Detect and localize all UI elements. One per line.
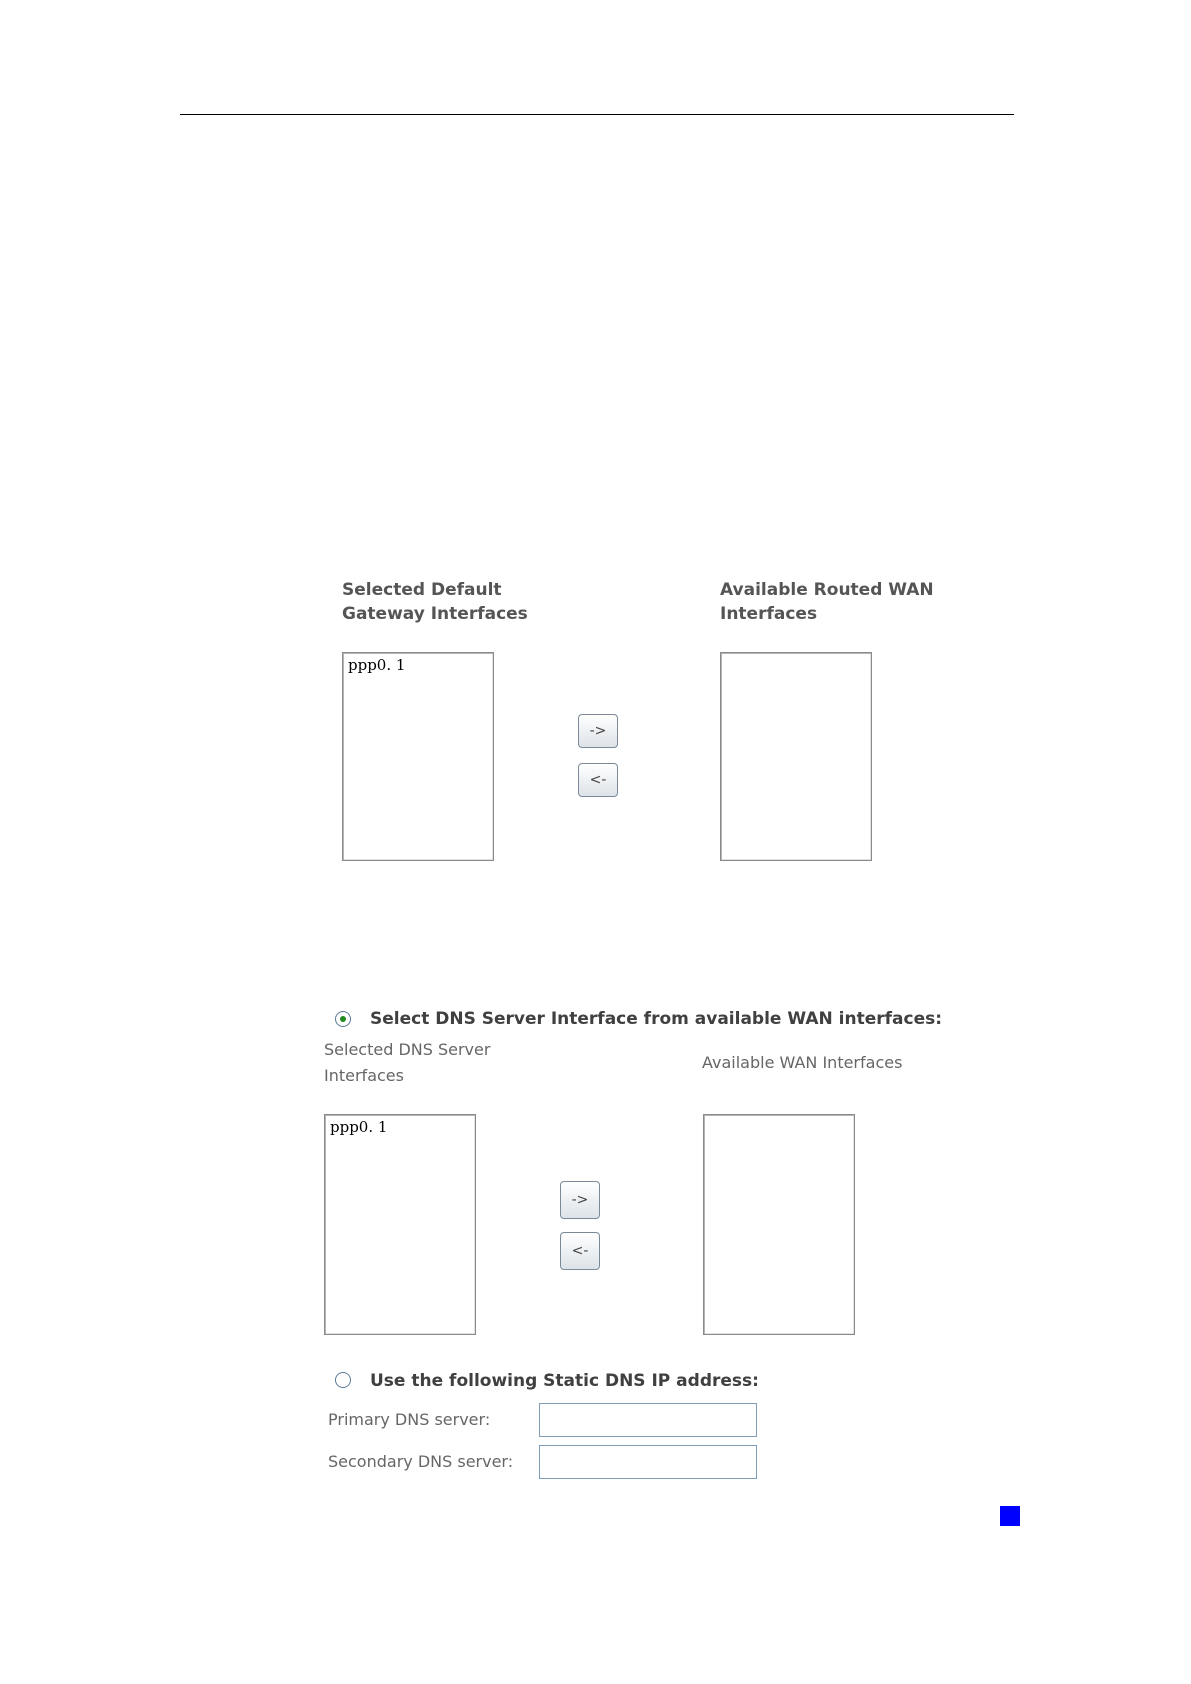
static-dns-option-label: Use the following Static DNS IP address: bbox=[370, 1371, 759, 1391]
available-wan-interfaces-title: Available WAN Interfaces bbox=[702, 1053, 903, 1072]
page-marker-square bbox=[1000, 1506, 1020, 1526]
list-item[interactable]: ppp0. 1 bbox=[348, 656, 406, 674]
dns-wan-interface-radio[interactable] bbox=[335, 1011, 351, 1027]
move-to-available-dns-button[interactable]: -> bbox=[560, 1181, 600, 1219]
available-wan-interfaces-listbox[interactable] bbox=[703, 1114, 855, 1335]
move-to-available-gateway-button[interactable]: -> bbox=[578, 714, 618, 748]
primary-dns-server-label: Primary DNS server: bbox=[328, 1410, 491, 1429]
available-routed-wan-interfaces-listbox[interactable] bbox=[720, 652, 872, 861]
move-to-selected-dns-button[interactable]: <- bbox=[560, 1232, 600, 1270]
secondary-dns-server-input[interactable] bbox=[539, 1445, 757, 1479]
selected-gateway-interfaces-listbox[interactable] bbox=[342, 652, 494, 861]
list-item[interactable]: ppp0. 1 bbox=[330, 1118, 388, 1136]
static-dns-radio[interactable] bbox=[335, 1372, 351, 1388]
dns-wan-interface-option-label: Select DNS Server Interface from available WAN interfaces: bbox=[370, 1009, 943, 1029]
available-routed-wan-interfaces-title: Available Routed WAN Interfaces bbox=[720, 580, 934, 624]
selected-gateway-interfaces-title: Selected Default Gateway Interfaces bbox=[342, 580, 528, 624]
move-to-selected-gateway-button[interactable]: <- bbox=[578, 763, 618, 797]
header-rule bbox=[180, 114, 1014, 115]
selected-dns-server-interfaces-listbox[interactable] bbox=[324, 1114, 476, 1335]
primary-dns-server-input[interactable] bbox=[539, 1403, 757, 1437]
selected-dns-server-interfaces-title: Selected DNS Server Interfaces bbox=[324, 1040, 491, 1085]
secondary-dns-server-label: Secondary DNS server: bbox=[328, 1452, 514, 1471]
